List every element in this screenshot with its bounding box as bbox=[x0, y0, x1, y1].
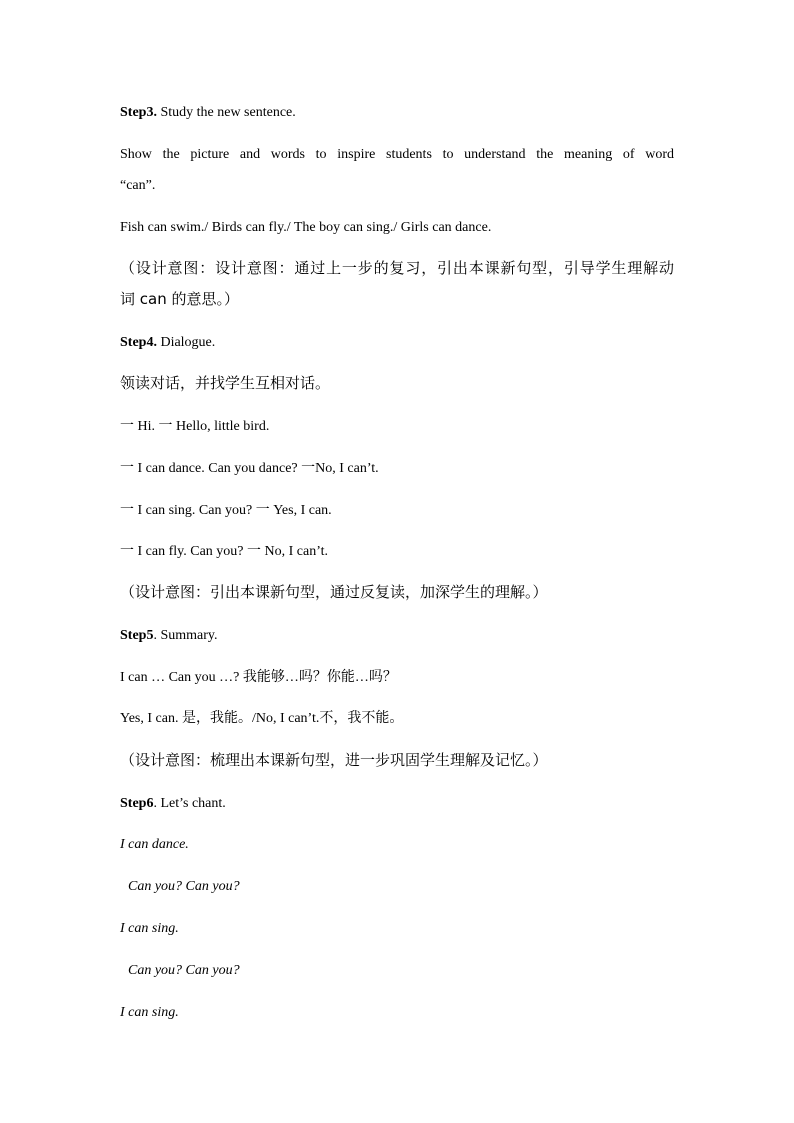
step6-label: Step6 bbox=[120, 796, 154, 811]
step4-title: Dialogue. bbox=[156, 335, 216, 350]
step5-label: Step5 bbox=[120, 628, 154, 643]
step5-heading bbox=[120, 626, 674, 646]
dialogue-line: 一 I can dance. Can you dance? 一No, I can’t. bbox=[120, 461, 379, 476]
step3-label: Step3. bbox=[120, 105, 157, 120]
step4-design-note: （设计意图：引出本课新句型，通过反复读，加深学生的理解。） bbox=[120, 583, 548, 601]
step3-heading bbox=[120, 103, 674, 123]
step3-title: Study the new sentence. bbox=[156, 105, 296, 120]
chant-line: I can dance. bbox=[120, 837, 189, 852]
dialogue-line: 一 I can sing. Can you? 一 Yes, I can. bbox=[120, 503, 332, 518]
chant-line: I can sing. bbox=[120, 1005, 179, 1020]
step4-label: Step4. bbox=[120, 335, 157, 350]
step6-title: . Let’s chant. bbox=[153, 796, 226, 811]
step3-examples: Fish can swim./ Birds can fly./ The boy can sing./ Girls can dance. bbox=[120, 220, 492, 235]
step5-summary-line1: I can … Can you …? 我能够…吗？你能…吗？ bbox=[120, 670, 397, 685]
chant-line: Can you? Can you? bbox=[128, 963, 240, 978]
step5-summary-line2: Yes, I can. 是，我能。/No, I can’t.不，我不能。 bbox=[120, 711, 404, 726]
step4-heading bbox=[120, 333, 674, 353]
step6-heading bbox=[120, 794, 674, 814]
step3-design-note-line1: （设计意图：设计意图：通过上一步的复习，引出本课新句型，引导学生理解动 bbox=[120, 259, 674, 277]
chant-line: I can sing. bbox=[120, 921, 179, 936]
step4-instruction: 领读对话，并找学生互相对话。 bbox=[120, 374, 331, 392]
step3-instruction-line1: Show the picture and words to inspire students to understand the meaning of word bbox=[120, 147, 674, 162]
dialogue-line: 一 I can fly. Can you? 一 No, I can’t. bbox=[120, 544, 328, 559]
chant-line: Can you? Can you? bbox=[128, 879, 240, 894]
step3-design-note-line2: 词 can 的意思。） bbox=[120, 290, 239, 308]
step3-instruction-line2: “can”. bbox=[120, 178, 156, 193]
step5-title: . Summary. bbox=[153, 628, 218, 643]
dialogue-line: 一 Hi. 一 Hello, little bird. bbox=[120, 419, 270, 434]
step5-design-note: （设计意图：梳理出本课新句型，进一步巩固学生理解及记忆。） bbox=[120, 751, 548, 769]
